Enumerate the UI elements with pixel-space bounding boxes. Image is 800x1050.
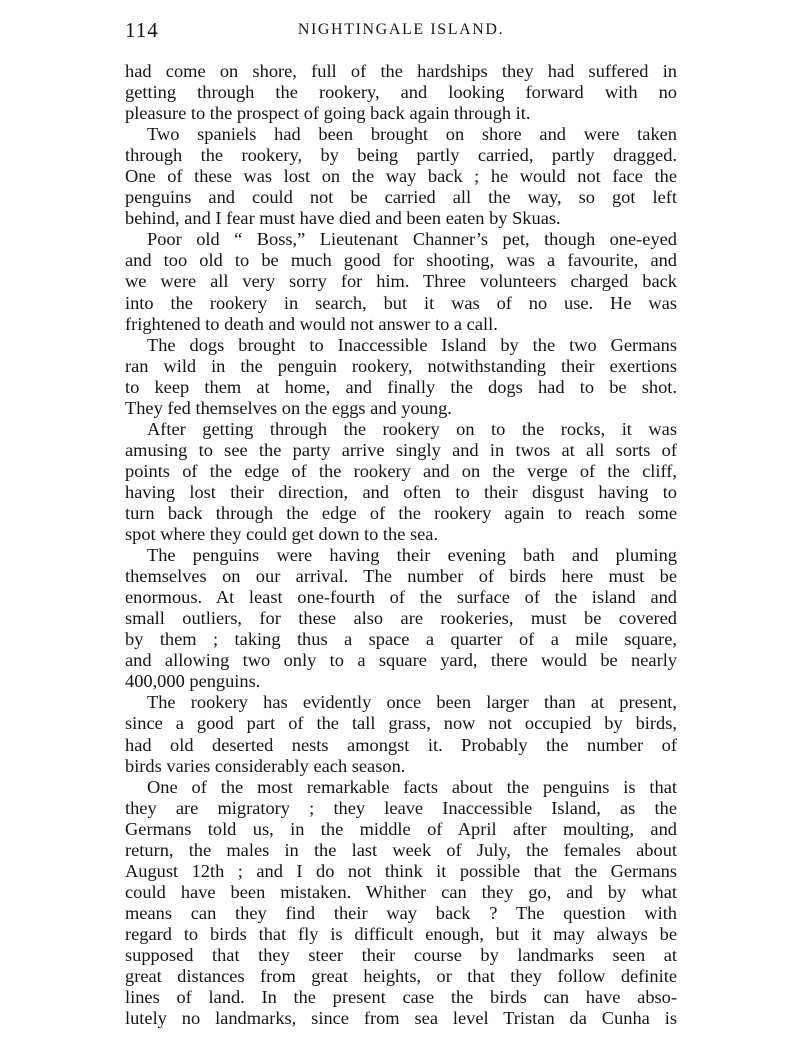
text-line: behind, and I fear must have died and been eaten by Skuas. <box>125 208 561 229</box>
text-line: points of the edge of the rookery and on the verge of the cliff, <box>125 460 677 481</box>
text-line: enormous. At least one-fourth of the surface of the island and <box>125 587 677 608</box>
text-line: and too old to be much good for shooting, was a favourite, and <box>125 250 677 271</box>
text-line: 400,000 penguins. <box>125 671 261 692</box>
text-line: spot where they could get down to the sea. <box>125 524 439 545</box>
text-line: One of the most remarkable facts about the penguins is that <box>147 776 677 797</box>
text-line: return, the males in the last week of July, the females about <box>125 839 677 860</box>
text-line: great distances from great heights, or that they follow definite <box>125 966 677 987</box>
text-line: One of these was lost on the way back ; he would not face the <box>125 166 677 187</box>
text-line: August 12th ; and I do not think it possible that the Germans <box>125 860 677 881</box>
text-line: pleasure to the prospect of going back again through it. <box>125 103 531 124</box>
text-line: After getting through the rookery on to the rocks, it was <box>147 418 677 439</box>
text-line: since a good part of the tall grass, now not occupied by birds, <box>125 713 677 734</box>
text-line: had old deserted nests amongst it. Probably the number of <box>125 734 677 755</box>
text-line: by them ; taking thus a space a quarter of a mile square, <box>125 629 677 650</box>
text-line: they are migratory ; they leave Inaccessible Island, as the <box>125 797 677 818</box>
text-line: The penguins were having their evening bath and pluming <box>147 545 677 566</box>
text-line: could have been mistaken. Whither can they go, and by what <box>125 881 677 902</box>
text-line: means can they find their way back ? The question with <box>125 902 677 923</box>
text-line: had come on shore, full of the hardships they had suffered in <box>125 61 677 81</box>
text-line: The rookery has evidently once been larger than at present, <box>147 692 677 713</box>
text-line: amusing to see the party arrive singly and in twos at all sorts of <box>125 439 677 460</box>
text-line: frightened to death and would not answer to a call. <box>125 313 498 334</box>
running-title: NIGHTINGALE ISLAND. <box>297 21 505 38</box>
text-line: getting through the rookery, and looking forward with no <box>125 82 677 103</box>
body-text <box>125 61 677 1029</box>
text-line: small outliers, for these also are rookeries, must be covered <box>125 608 677 629</box>
text-line: The dogs brought to Inaccessible Island by the two Germans <box>147 334 677 355</box>
text-line: They fed themselves on the eggs and young. <box>125 397 452 418</box>
text-line: themselves on our arrival. The number of birds here must be <box>125 566 677 587</box>
text-line: ran wild in the penguin rookery, notwithstanding their exertions <box>125 355 677 376</box>
running-head <box>125 18 677 46</box>
text-line: into the rookery in search, but it was of no use. He was <box>125 292 677 313</box>
text-line: penguins and could not be carried all the way, so got left <box>125 187 677 208</box>
text-line: Poor old “ Boss,” Lieutenant Channer’s pet, though one-eyed <box>147 229 677 250</box>
text-line: having lost their direction, and often to their disgust having to <box>125 481 677 502</box>
text-line: birds varies considerably each season. <box>125 755 406 776</box>
text-line: lines of land. In the present case the birds can have abso- <box>125 987 677 1008</box>
text-line: turn back through the edge of the rookery again to reach some <box>125 502 677 523</box>
text-line: regard to birds that fly is difficult enough, but it may always be <box>125 923 677 944</box>
text-line: we were all very sorry for him. Three volunteers charged back <box>125 271 677 292</box>
text-line: supposed that they steer their course by landmarks seen at <box>125 944 677 965</box>
text-line: lutely no landmarks, since from sea level Tristan da Cunha is <box>125 1008 677 1029</box>
text-line: Germans told us, in the middle of April after moulting, and <box>125 818 677 839</box>
page-number: 114 <box>125 18 159 42</box>
text-line: to keep them at home, and finally the dogs had to be shot. <box>125 376 677 397</box>
text-line: through the rookery, by being partly carried, partly dragged. <box>125 145 677 166</box>
text-line: and allowing two only to a square yard, there would be nearly <box>125 650 677 671</box>
text-line: Two spaniels had been brought on shore and were taken <box>147 124 677 145</box>
